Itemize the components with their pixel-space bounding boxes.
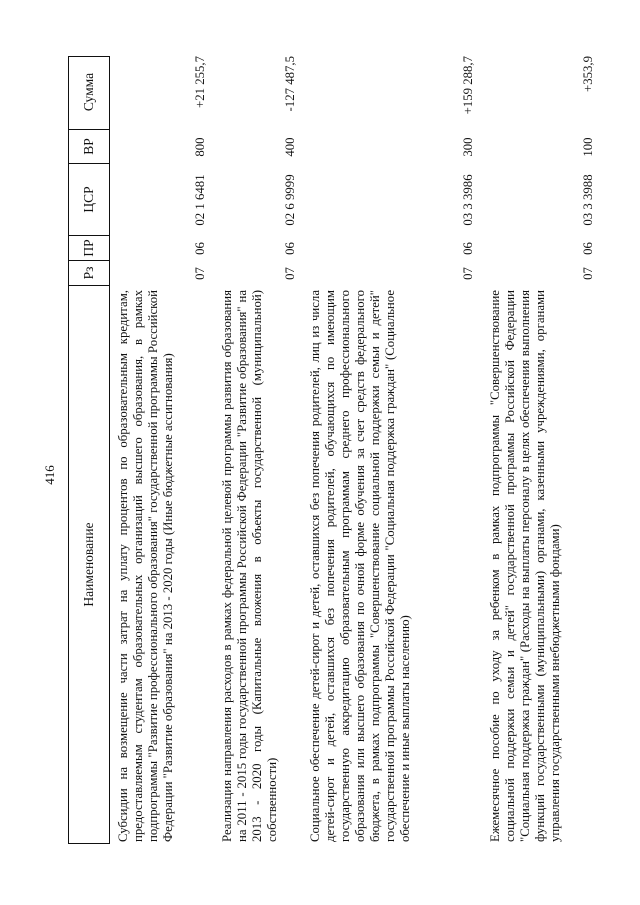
row-sum: +353,9 [581, 56, 595, 93]
row-csr: 03 3 3988 [581, 174, 595, 226]
row-pr: 06 [581, 242, 595, 255]
row-rz: 07 [283, 267, 297, 280]
rotated-table-area [68, 56, 604, 844]
row-name: Социальное обеспечение детей-сирот и детей, оставшихся без попечения родителей, лиц из числа детей-сирот и детей, оставшихся без попечения родителей, обучающихся по имеющим государственную аккредитацию образовательным программам среднего профессионального образования или высшего образования по очной форме обучения за счет средств федерального бюджета, в рамках подпрограммы "Совершенствование социальной поддержки семьи и детей" государственной программы Российской Федерации "Социальная поддержка граждан" (Социальное обеспечение и иные выплаты населению) [308, 290, 412, 842]
row-vr: 100 [581, 137, 595, 157]
row-name: Ежемесячное пособие по уходу за ребенком в рамках подпрограммы "Совершенствование социальной поддержки семьи и детей" государственной программы Российской Федерации "Социальная поддержка граждан" (Расходы на выплаты персоналу в целях обеспечения выполнения функций государственными (муниципальными) органами, казенными учреждениями, органами управления государственными внебюджетными фондами) [488, 290, 562, 842]
page-number: 416 [42, 465, 57, 485]
row-csr: 02 1 6481 [193, 174, 207, 226]
row-csr: 02 6 9999 [283, 174, 297, 226]
row-vr: 800 [193, 137, 207, 157]
row-pr: 06 [283, 242, 297, 255]
row-name: Субсидии на возмещение части затрат на уплату процентов по образовательным кредитам, предоставляемым студентам образовательных организаций высшего образования, в рамках подпрограммы "Развитие профессионального образования" государственной программы Российской Федерации "Развитие образования" на 2013 - 2020 годы (Иные бюджетные ассигнования) [116, 290, 175, 842]
row-vr: 400 [283, 137, 297, 157]
row-rz: 07 [461, 267, 475, 280]
header-vr: ВР [69, 129, 109, 163]
budget-table [68, 56, 604, 844]
header-pr: ПР [69, 235, 109, 260]
table-row [308, 56, 476, 844]
row-pr: 06 [461, 242, 475, 255]
table-row [116, 56, 208, 844]
table-row [220, 56, 298, 844]
row-name: Реализация направления расходов в рамках федеральной целевой программы развития образования на 2011 - 2015 годы государственной программы Российской Федерации "Развитие образования" на 2013 - 2020 годы (Капитальные вложения в объекты государственной (муниципальной) собственности) [220, 290, 279, 842]
header-rz: Рз [69, 260, 109, 285]
row-sum: -127 487,5 [283, 56, 297, 112]
header-csr: ЦСР [69, 163, 109, 235]
row-rz: 07 [193, 267, 207, 280]
row-sum: +159 288,7 [461, 56, 475, 115]
table-row [488, 56, 596, 844]
row-vr: 300 [461, 137, 475, 157]
table-header [68, 56, 110, 844]
row-rz: 07 [581, 267, 595, 280]
header-name: Наименование [69, 285, 109, 843]
row-pr: 06 [193, 242, 207, 255]
row-csr: 03 3 3986 [461, 174, 475, 226]
row-sum: +21 255,7 [193, 56, 207, 109]
header-sum: Сумма [81, 72, 96, 112]
